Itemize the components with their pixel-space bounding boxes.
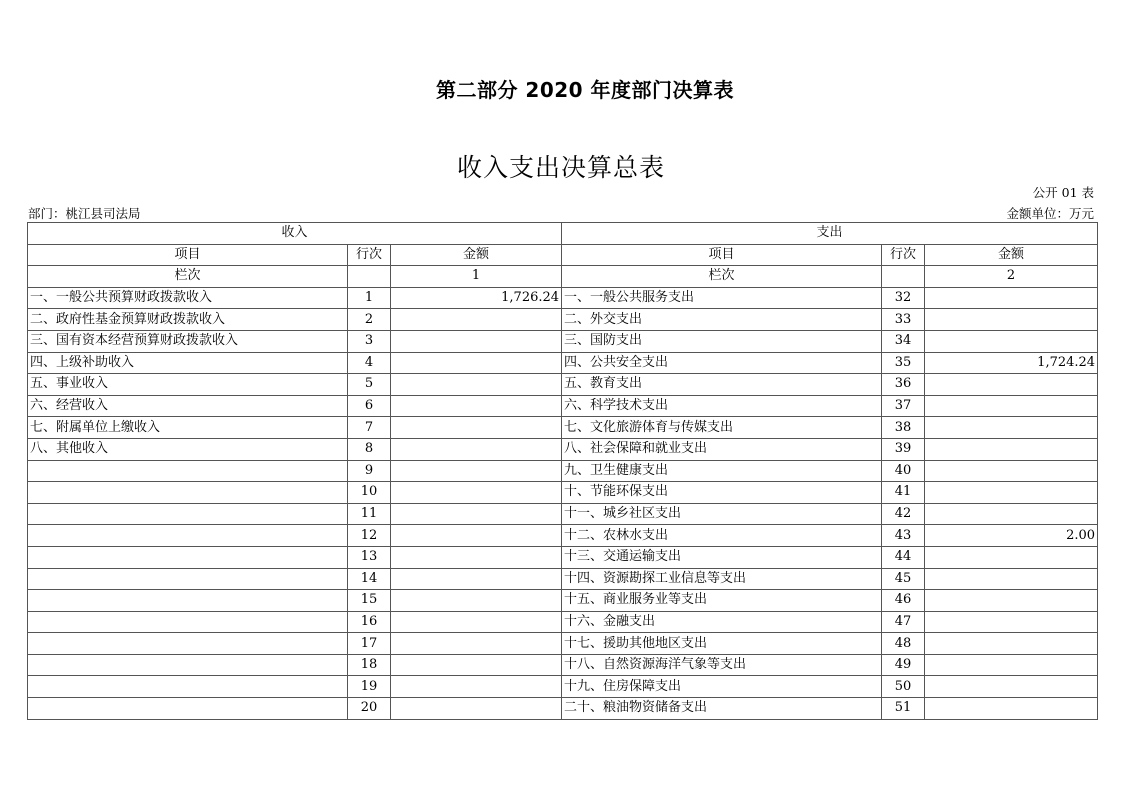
income-amount-cell <box>391 395 562 417</box>
income-item-cell <box>28 568 348 590</box>
income-item-cell: 四、上级补助收入 <box>28 352 348 374</box>
expense-line-cell: 42 <box>882 503 925 525</box>
table-row <box>28 676 1098 698</box>
expense-amount-cell <box>925 633 1098 655</box>
expense-item-cell: 五、教育支出 <box>562 374 882 396</box>
expense-header: 支出 <box>562 223 1098 245</box>
table-row <box>28 438 1098 460</box>
expense-amount-cell <box>925 438 1098 460</box>
income-line-cell: 8 <box>348 438 391 460</box>
income-item-cell <box>28 546 348 568</box>
expense-item-cell: 六、科学技术支出 <box>562 395 882 417</box>
table-row <box>28 374 1098 396</box>
expense-item-cell: 十五、商业服务业等支出 <box>562 590 882 612</box>
income-amount-cell <box>391 417 562 439</box>
income-index-value: 1 <box>391 266 562 288</box>
income-amount-cell <box>391 438 562 460</box>
income-amount-cell <box>391 698 562 720</box>
expense-line-cell: 39 <box>882 438 925 460</box>
expense-item-cell: 十、节能环保支出 <box>562 482 882 504</box>
income-line-cell: 19 <box>348 676 391 698</box>
table-row <box>28 330 1098 352</box>
expense-line-cell: 36 <box>882 374 925 396</box>
table-row <box>28 633 1098 655</box>
part-title: 第二部分 2020 年度部门决算表 <box>435 78 735 102</box>
expense-amount-cell <box>925 568 1098 590</box>
expense-amount-cell <box>925 546 1098 568</box>
income-amount-header: 金额 <box>391 244 562 266</box>
expense-amount-cell <box>925 611 1098 633</box>
table-row <box>28 482 1098 504</box>
income-amount-cell <box>391 568 562 590</box>
income-line-cell: 10 <box>348 482 391 504</box>
expense-amount-cell <box>925 287 1098 309</box>
income-amount-cell <box>391 525 562 547</box>
expense-item-cell: 七、文化旅游体育与传媒支出 <box>562 417 882 439</box>
expense-amount-cell <box>925 482 1098 504</box>
expense-line-cell: 49 <box>882 654 925 676</box>
income-item-cell: 五、事业收入 <box>28 374 348 396</box>
expense-amount-cell <box>925 698 1098 720</box>
expense-amount-cell: 1,724.24 <box>925 352 1098 374</box>
income-amount-cell <box>391 633 562 655</box>
expense-amount-cell <box>925 374 1098 396</box>
income-amount-cell <box>391 654 562 676</box>
expense-line-cell: 48 <box>882 633 925 655</box>
group-header-row <box>28 223 1098 245</box>
income-amount-cell <box>391 330 562 352</box>
income-line-cell: 2 <box>348 309 391 331</box>
income-item-cell: 八、其他收入 <box>28 438 348 460</box>
income-index-line-blank <box>348 266 391 288</box>
table-row <box>28 698 1098 720</box>
income-item-cell <box>28 525 348 547</box>
expense-line-cell: 35 <box>882 352 925 374</box>
income-line-cell: 18 <box>348 654 391 676</box>
expense-amount-cell <box>925 676 1098 698</box>
expense-amount-cell: 2.00 <box>925 525 1098 547</box>
income-line-cell: 9 <box>348 460 391 482</box>
income-item-cell <box>28 503 348 525</box>
income-item-cell: 三、国有资本经营预算财政拨款收入 <box>28 330 348 352</box>
expense-amount-cell <box>925 330 1098 352</box>
income-line-cell: 7 <box>348 417 391 439</box>
table-row <box>28 611 1098 633</box>
income-item-cell: 一、一般公共预算财政拨款收入 <box>28 287 348 309</box>
table-row <box>28 417 1098 439</box>
income-index-label: 栏次 <box>28 266 348 288</box>
expense-amount-cell <box>925 503 1098 525</box>
column-index-row <box>28 266 1098 288</box>
form-number: 公开 01 表 <box>1032 185 1094 200</box>
expense-line-header: 行次 <box>882 244 925 266</box>
income-header: 收入 <box>28 223 562 245</box>
table-row <box>28 654 1098 676</box>
income-line-cell: 20 <box>348 698 391 720</box>
expense-line-cell: 40 <box>882 460 925 482</box>
income-expense-table <box>27 222 1098 720</box>
income-line-cell: 13 <box>348 546 391 568</box>
expense-item-cell: 八、社会保障和就业支出 <box>562 438 882 460</box>
table-row <box>28 568 1098 590</box>
income-line-cell: 16 <box>348 611 391 633</box>
table-row <box>28 309 1098 331</box>
income-item-cell <box>28 460 348 482</box>
income-amount-cell: 1,726.24 <box>391 287 562 309</box>
income-amount-cell <box>391 503 562 525</box>
expense-line-cell: 37 <box>882 395 925 417</box>
income-item-cell <box>28 611 348 633</box>
income-item-cell <box>28 590 348 612</box>
expense-line-cell: 44 <box>882 546 925 568</box>
expense-line-cell: 33 <box>882 309 925 331</box>
expense-item-cell: 十六、金融支出 <box>562 611 882 633</box>
column-header-row <box>28 244 1098 266</box>
expense-amount-cell <box>925 309 1098 331</box>
income-item-cell <box>28 654 348 676</box>
income-amount-cell <box>391 352 562 374</box>
amount-unit-label: 金额单位：万元 <box>1006 206 1094 221</box>
expense-line-cell: 46 <box>882 590 925 612</box>
table-row <box>28 503 1098 525</box>
expense-item-cell: 十二、农林水支出 <box>562 525 882 547</box>
income-line-cell: 3 <box>348 330 391 352</box>
expense-item-cell: 一、一般公共服务支出 <box>562 287 882 309</box>
table-row <box>28 460 1098 482</box>
income-line-cell: 6 <box>348 395 391 417</box>
income-line-cell: 4 <box>348 352 391 374</box>
expense-line-cell: 50 <box>882 676 925 698</box>
income-item-cell <box>28 633 348 655</box>
table-row <box>28 287 1098 309</box>
expense-amount-header: 金额 <box>925 244 1098 266</box>
expense-item-cell: 十三、交通运输支出 <box>562 546 882 568</box>
expense-amount-cell <box>925 460 1098 482</box>
expense-line-cell: 38 <box>882 417 925 439</box>
income-line-header: 行次 <box>348 244 391 266</box>
table-row <box>28 525 1098 547</box>
expense-amount-cell <box>925 395 1098 417</box>
department-label: 部门：桃江县司法局 <box>28 206 141 221</box>
expense-item-cell: 十四、资源勘探工业信息等支出 <box>562 568 882 590</box>
income-line-cell: 1 <box>348 287 391 309</box>
table-title: 收入支出决算总表 <box>456 153 665 182</box>
table-row <box>28 590 1098 612</box>
income-line-cell: 12 <box>348 525 391 547</box>
expense-item-cell: 二、外交支出 <box>562 309 882 331</box>
income-amount-cell <box>391 460 562 482</box>
expense-amount-cell <box>925 417 1098 439</box>
expense-item-cell: 三、国防支出 <box>562 330 882 352</box>
income-line-cell: 15 <box>348 590 391 612</box>
expense-item-cell: 九、卫生健康支出 <box>562 460 882 482</box>
income-amount-cell <box>391 374 562 396</box>
expense-amount-cell <box>925 654 1098 676</box>
income-amount-cell <box>391 590 562 612</box>
income-amount-cell <box>391 611 562 633</box>
expense-index-label: 栏次 <box>562 266 882 288</box>
expense-line-cell: 34 <box>882 330 925 352</box>
income-line-cell: 11 <box>348 503 391 525</box>
expense-item-cell: 四、公共安全支出 <box>562 352 882 374</box>
expense-item-cell: 十九、住房保障支出 <box>562 676 882 698</box>
expense-line-cell: 45 <box>882 568 925 590</box>
expense-item-cell: 十八、自然资源海洋气象等支出 <box>562 654 882 676</box>
income-item-cell <box>28 698 348 720</box>
income-item-cell <box>28 482 348 504</box>
income-line-cell: 5 <box>348 374 391 396</box>
income-item-cell: 六、经营收入 <box>28 395 348 417</box>
expense-item-cell: 十一、城乡社区支出 <box>562 503 882 525</box>
expense-index-value: 2 <box>925 266 1098 288</box>
expense-item-cell: 十七、援助其他地区支出 <box>562 633 882 655</box>
income-line-cell: 14 <box>348 568 391 590</box>
expense-item-cell: 二十、粮油物资储备支出 <box>562 698 882 720</box>
table-row <box>28 546 1098 568</box>
table-row <box>28 352 1098 374</box>
expense-index-line-blank <box>882 266 925 288</box>
expense-line-cell: 43 <box>882 525 925 547</box>
income-item-cell: 七、附属单位上缴收入 <box>28 417 348 439</box>
income-line-cell: 17 <box>348 633 391 655</box>
expense-line-cell: 47 <box>882 611 925 633</box>
expense-line-cell: 32 <box>882 287 925 309</box>
income-item-cell <box>28 676 348 698</box>
income-item-header: 项目 <box>28 244 348 266</box>
income-amount-cell <box>391 309 562 331</box>
income-amount-cell <box>391 482 562 504</box>
income-amount-cell <box>391 676 562 698</box>
income-amount-cell <box>391 546 562 568</box>
expense-amount-cell <box>925 590 1098 612</box>
expense-line-cell: 51 <box>882 698 925 720</box>
table-row <box>28 395 1098 417</box>
expense-line-cell: 41 <box>882 482 925 504</box>
income-item-cell: 二、政府性基金预算财政拨款收入 <box>28 309 348 331</box>
expense-item-header: 项目 <box>562 244 882 266</box>
